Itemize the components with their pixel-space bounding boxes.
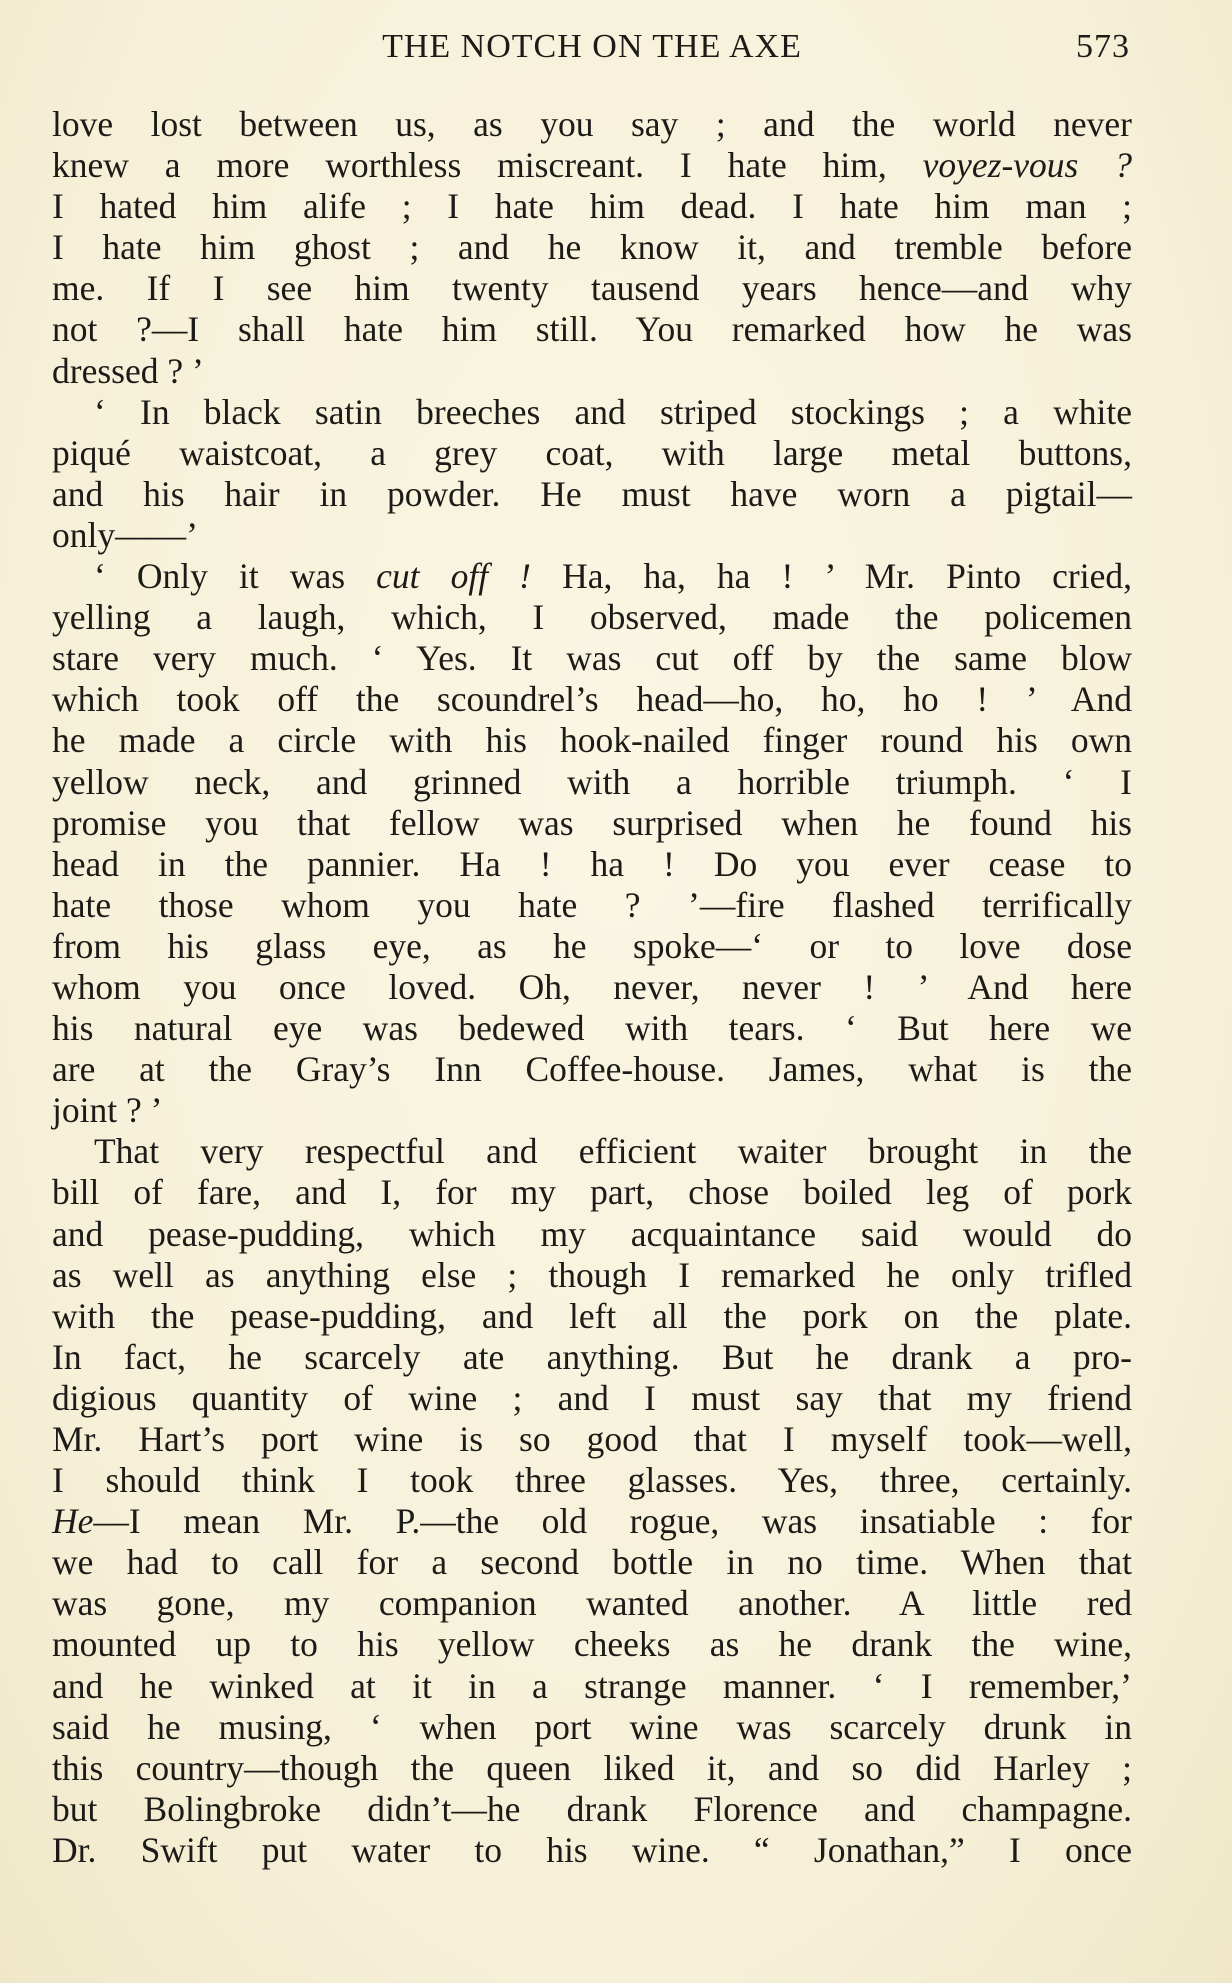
text-line <box>52 803 1132 844</box>
text-line <box>52 1337 1132 1378</box>
text-segment: was gone, my companion wanted another. A little red <box>52 1583 1132 1624</box>
text-segment: which took off the scoundrel’s head—ho, ho, ho ! ’ And <box>52 679 1132 720</box>
running-title: THE NOTCH ON THE AXE <box>382 28 802 65</box>
text-line <box>52 1830 1132 1871</box>
italic-text: voyez-vous ? <box>922 145 1132 186</box>
text-segment: That very respectful and efficient waiter brought in the <box>94 1131 1132 1172</box>
text-line <box>52 1378 1132 1419</box>
text-line <box>52 433 1132 474</box>
text-line <box>52 1583 1132 1624</box>
text-line <box>52 1501 1132 1542</box>
text-line <box>52 1008 1132 1049</box>
text-line <box>52 309 1132 350</box>
text-line <box>52 1542 1132 1583</box>
text-segment: knew a more worthless miscreant. I hate him, <box>52 145 923 186</box>
text-line <box>52 1214 1132 1255</box>
text-segment: said he musing, ‘ when port wine was scarcely drunk in <box>52 1706 1132 1747</box>
text-segment: ‘ Only it was <box>94 556 377 597</box>
text-segment: —I mean Mr. P.—the old rogue, was insatiable : for <box>93 1501 1132 1542</box>
text-segment: but Bolingbroke didn’t—he drank Florence and champagne. <box>52 1788 1132 1829</box>
text-line <box>52 556 1132 597</box>
text-line <box>52 104 1132 145</box>
text-segment: head in the pannier. Ha ! ha ! Do you ever cease to <box>52 843 1132 884</box>
text-segment: In fact, he scarcely ate anything. But he drank a pro- <box>52 1336 1132 1377</box>
text-line <box>52 474 1132 515</box>
text-line <box>52 1789 1132 1830</box>
text-segment: I hate him ghost ; and he know it, and tremble before <box>52 227 1132 268</box>
text-segment: bill of fare, and I, for my part, chose boiled leg of pork <box>52 1172 1132 1213</box>
text-segment: and pease-pudding, which my acquaintance said would do <box>52 1213 1132 1254</box>
text-line <box>52 1748 1132 1789</box>
text-segment: from his glass eye, as he spoke—‘ or to love dose <box>52 925 1132 966</box>
text-segment: and he winked at it in a strange manner. ‘ I remember,’ <box>52 1665 1132 1706</box>
text-line <box>52 1172 1132 1213</box>
text-segment: not ?—I shall hate him still. You remarked how he was <box>52 309 1132 350</box>
text-segment: whom you once loved. Oh, never, never ! ’ And here <box>52 966 1132 1007</box>
text-segment: ‘ In black satin breeches and striped stockings ; a white <box>94 391 1132 432</box>
text-segment: are at the Gray’s Inn Coffee-house. James, what is the <box>52 1049 1132 1090</box>
text-line <box>52 268 1132 309</box>
text-segment: promise you that fellow was surprised when he found his <box>52 802 1132 843</box>
text-line <box>52 1707 1132 1748</box>
text-segment: he made a circle with his hook-nailed finger round his own <box>52 720 1132 761</box>
text-line <box>52 1255 1132 1296</box>
text-segment: me. If I see him twenty tausend years hence—and why <box>52 268 1132 309</box>
text-line <box>52 720 1132 761</box>
text-line <box>52 1666 1132 1707</box>
text-line <box>52 515 1132 556</box>
text-segment: with the pease-pudding, and left all the pork on the plate. <box>52 1295 1132 1336</box>
text-segment: Dr. Swift put water to his wine. “ Jonathan,” I once <box>52 1829 1132 1870</box>
text-segment: this country—though the queen liked it, and so did Harley ; <box>52 1747 1132 1788</box>
text-line <box>52 227 1132 268</box>
text-segment: only——’ <box>52 514 198 555</box>
text-segment: mounted up to his yellow cheeks as he drank the wine, <box>52 1624 1132 1665</box>
text-segment: love lost between us, as you say ; and the world never <box>52 104 1132 144</box>
text-line <box>52 186 1132 227</box>
text-line <box>52 679 1132 720</box>
text-line <box>52 1049 1132 1090</box>
text-line <box>52 1131 1132 1172</box>
text-segment: yelling a laugh, which, I observed, made the policemen <box>52 597 1132 638</box>
text-line <box>52 1419 1132 1460</box>
text-line <box>52 1296 1132 1337</box>
text-line <box>52 967 1132 1008</box>
text-segment: I should think I took three glasses. Yes, three, certainly. <box>52 1460 1132 1501</box>
text-line <box>52 1460 1132 1501</box>
text-line <box>52 145 1132 186</box>
text-segment: hate those whom you hate ? ’—fire flashed terrifically <box>52 884 1132 925</box>
text-line <box>52 844 1132 885</box>
text-segment: digious quantity of wine ; and I must say that my friend <box>52 1377 1132 1418</box>
italic-text: He <box>52 1501 94 1542</box>
text-line <box>52 926 1132 967</box>
text-line <box>52 1624 1132 1665</box>
text-segment: joint ? ’ <box>52 1090 163 1131</box>
text-segment: his natural eye was bedewed with tears. ‘ But here we <box>52 1008 1132 1049</box>
text-segment: and his hair in powder. He must have worn a pigtail— <box>52 473 1132 514</box>
italic-text: cut off ! <box>376 556 531 597</box>
running-head <box>54 28 1130 78</box>
text-line <box>52 392 1132 433</box>
text-segment: Ha, ha, ha ! ’ Mr. Pinto cried, <box>531 556 1133 597</box>
page-number: 573 <box>1076 28 1130 65</box>
text-segment: Mr. Hart’s port wine is so good that I myself took—well, <box>52 1419 1132 1459</box>
text-segment: we had to call for a second bottle in no time. When that <box>52 1542 1132 1583</box>
text-segment: dressed ? ’ <box>52 350 204 391</box>
text-line <box>52 638 1132 679</box>
text-line <box>52 885 1132 926</box>
text-segment: yellow neck, and grinned with a horrible triumph. ‘ I <box>52 761 1132 802</box>
body-text <box>52 104 1132 1871</box>
text-segment: I hated him alife ; I hate him dead. I hate him man ; <box>52 186 1132 227</box>
text-line <box>52 1090 1132 1131</box>
text-segment: as well as anything else ; though I remarked he only trifled <box>52 1254 1132 1295</box>
text-segment: stare very much. ‘ Yes. It was cut off by the same blow <box>52 638 1132 679</box>
text-line <box>52 762 1132 803</box>
text-segment: piqué waistcoat, a grey coat, with large metal buttons, <box>52 432 1132 473</box>
text-line <box>52 597 1132 638</box>
text-line <box>52 351 1132 392</box>
